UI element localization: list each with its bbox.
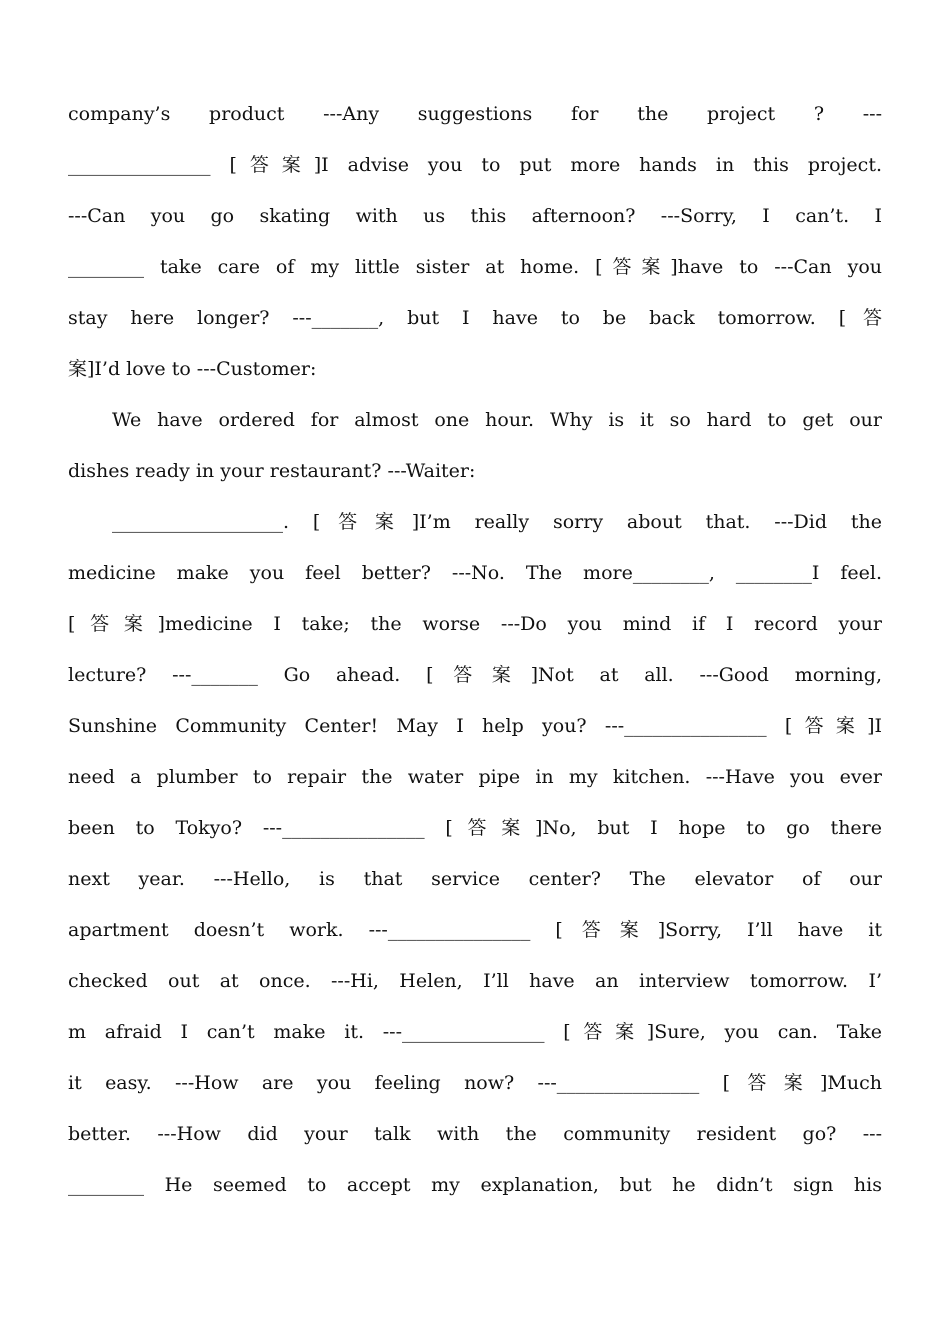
text-line: checked out at once. ---Hi, Helen, I’ll have an interview tomorrow. I’ bbox=[68, 970, 882, 992]
text-line: ________ He seemed to accept my explanation, but he didn’t sign his bbox=[68, 1174, 882, 1196]
text-line: lecture? ---_______ Go ahead. [答案]Not at all. ---Good morning, bbox=[68, 664, 882, 686]
text-line: need a plumber to repair the water pipe in my kitchen. ---Have you ever bbox=[68, 766, 882, 788]
text-line: _______________ [答案]I advise you to put more hands in this project. bbox=[68, 154, 882, 176]
text-line: m afraid I can’t make it. ---_______________ [答案]Sure, you can. Take bbox=[68, 1021, 882, 1043]
document-page bbox=[68, 89, 882, 1211]
text-line: ________ take care of my little sister at home. [答案]have to ---Can you bbox=[68, 256, 882, 278]
text-line: better. ---How did your talk with the community resident go? --- bbox=[68, 1123, 882, 1145]
text-line: apartment doesn’t work. ---_______________ [答案]Sorry, I’ll have it bbox=[68, 919, 882, 941]
text-line: it easy. ---How are you feeling now? ---_______________ [答案]Much bbox=[68, 1072, 882, 1094]
text-line: dishes ready in your restaurant? ---Waiter: bbox=[68, 460, 476, 482]
text-line: __________________. [答案]I’m really sorry about that. ---Did the bbox=[112, 511, 882, 533]
text-line: stay here longer? ---_______, but I have to be back tomorrow. [答 bbox=[68, 307, 882, 329]
text-line: We have ordered for almost one hour. Why is it so hard to get our bbox=[112, 409, 882, 431]
text-line: Sunshine Community Center! May I help you? ---_______________ [答案]I bbox=[68, 715, 882, 737]
text-line: been to Tokyo? ---_______________ [答案]No, but I hope to go there bbox=[68, 817, 882, 839]
text-line: medicine make you feel better? ---No. The more________, ________I feel. bbox=[68, 562, 882, 584]
text-line: next year. ---Hello, is that service center? The elevator of our bbox=[68, 868, 882, 890]
text-line: [答案]medicine I take; the worse ---Do you mind if I record your bbox=[68, 613, 882, 635]
text-line: 案]I’d love to ---Customer: bbox=[68, 358, 317, 380]
text-line: ---Can you go skating with us this afternoon? ---Sorry, I can’t. I bbox=[68, 205, 882, 227]
text-line: company’s product ---Any suggestions for the project ? --- bbox=[68, 103, 882, 125]
